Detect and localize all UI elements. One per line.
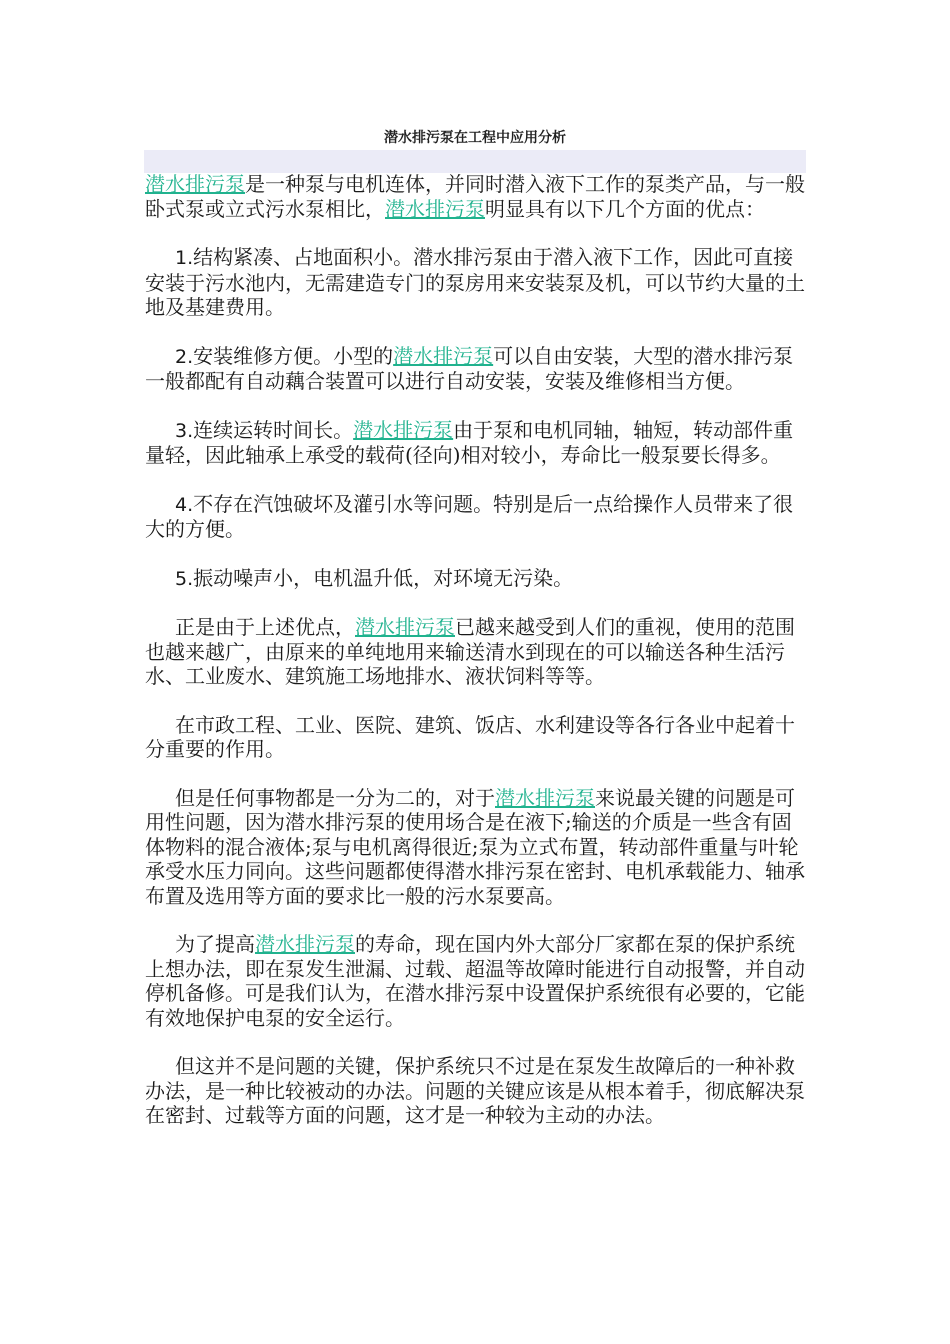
paragraph-advantage-1: 1.结构紧凑、占地面积小。潜水排污泵由于潜入液下工作，因此可直接安装于污水池内，无需建造专门的泵房用来安装泵及机，可以节约大量的土地及基建费用。	[145, 245, 805, 319]
pump-link[interactable]: 潜水排污泵	[495, 785, 595, 810]
paragraph-protection: 为了提高潜水排污泵的寿命，现在国内外大部分厂家都在泵的保护系统上想办法，即在泵发生泄漏、过载、超温等故障时能进行自动报警，并自动停机备修。可是我们认为，在潜水排污泵中设置保护系统很有必要的，它能有效地保护电泵的安全运行。	[145, 932, 805, 1030]
paragraph-advantage-2: 2.安装维修方便。小型的潜水排污泵可以自由安装，大型的潜水排污泵一般都配有自动藕合装置可以进行自动安装，安装及维修相当方便。	[145, 343, 794, 393]
pump-link[interactable]: 潜水排污泵	[353, 417, 454, 442]
paragraph-intro: 潜水排污泵是一种泵与电机连体，并同时潜入液下工作的泵类产品，与一般卧式泵或立式污水泵相比，潜水排污泵明显具有以下几个方面的优点：	[145, 172, 805, 221]
pump-link[interactable]: 潜水排污泵	[255, 932, 355, 956]
paragraph-popularity: 正是由于上述优点，潜水排污泵已越来越受到人们的重视，使用的范围也越来越广，由原来的单纯地用来输送清水到现在的可以输送各种生活污水、工业废水、建筑施工场地排水、液状饲料等等。	[145, 615, 795, 688]
pump-link[interactable]: 潜水排污泵	[145, 172, 245, 196]
pump-link[interactable]: 潜水排污泵	[393, 343, 494, 368]
document-body	[145, 172, 807, 1152]
paragraph-advantage-5: 5.振动噪声小，电机温升低，对环境无污染。	[175, 565, 574, 590]
paragraph-conclusion: 但这并不是问题的关键，保护系统只不过是在泵发生故障后的一种补救办法，是一种比较被动的办法。问题的关键应该是从根本着手，彻底解决泵在密封、过载等方面的问题，这才是一种较为主动的办法。	[145, 1054, 805, 1127]
paragraph-advantage-4: 4.不存在汽蚀破坏及灌引水等问题。特别是后一点给操作人员带来了很大的方便。	[145, 491, 794, 541]
paragraph-advantage-3: 3.连续运转时间长。潜水排污泵由于泵和电机同轴，轴短，转动部件重量轻，因此轴承上承受的载荷(径向)相对较小，寿命比一般泵要长得多。	[145, 417, 794, 467]
header-band	[144, 150, 806, 173]
document-title: 潜水排污泵在工程中应用分析	[384, 130, 566, 146]
pump-link[interactable]: 潜水排污泵	[355, 615, 455, 639]
pump-link[interactable]: 潜水排污泵	[385, 196, 485, 221]
paragraph-applications: 在市政工程、工业、医院、建筑、饭店、水利建设等各行各业中起着十分重要的作用。	[145, 712, 795, 761]
paragraph-reliability: 但是任何事物都是一分为二的，对于潜水排污泵来说最关键的问题是可用性问题，因为潜水排污泵的使用场合是在液下;输送的介质是一些含有固体物料的混合液体;泵与电机离得很近;泵为立式布置，转动部件重量与叶轮承受水压力同向。这些问题都使得潜水排污泵在密封、电机承载能力、轴承布置及选用等方面的要求比一般的污水泵要高。	[145, 785, 805, 908]
